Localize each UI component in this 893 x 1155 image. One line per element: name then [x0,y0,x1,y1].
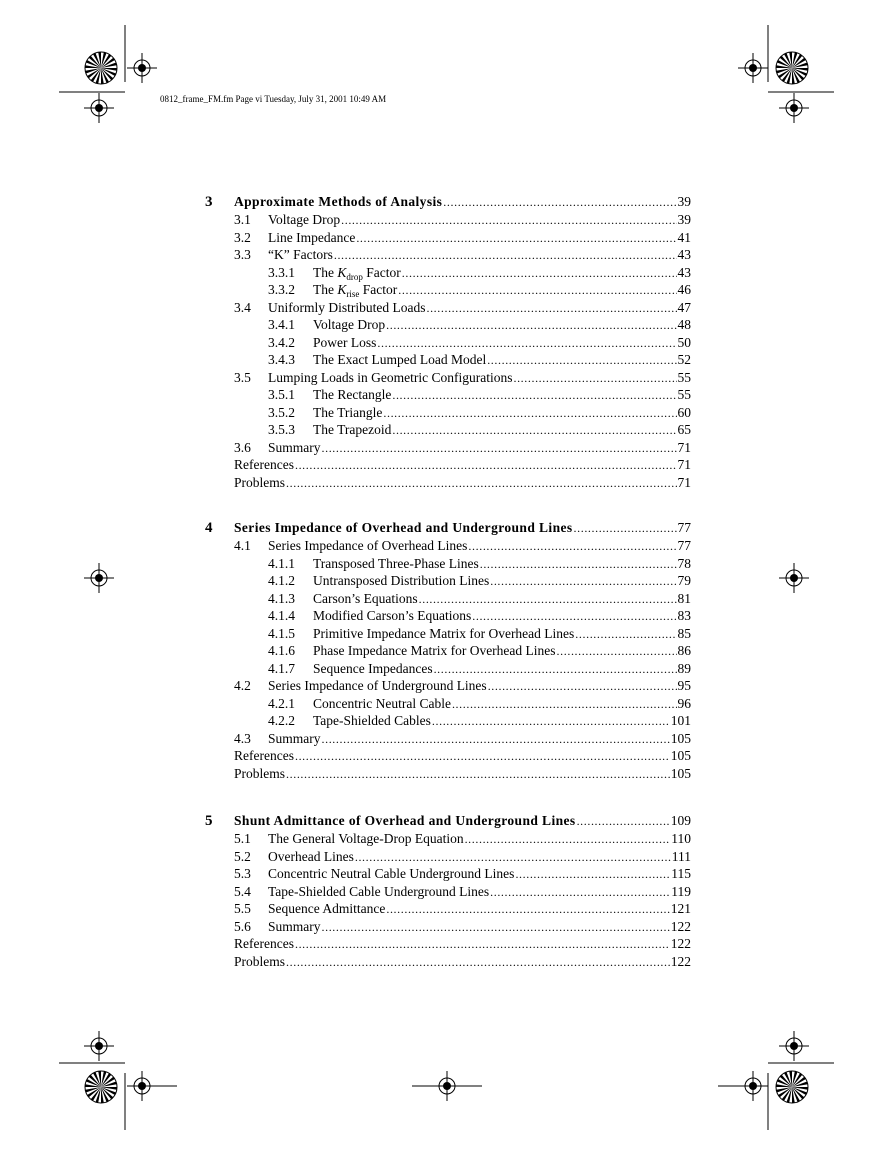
entry-title: Primitive Impedance Matrix for Overhead Lines [313,625,575,641]
entry-title: Overhead Lines [268,848,354,864]
dot-leader [377,336,676,351]
dot-leader [341,213,676,228]
section-number: 3.3 [234,247,251,262]
entry-page: 55 [677,387,691,402]
subsection-number: 4.1.5 [268,625,295,641]
registration-target-bottom-center [412,1071,482,1101]
entry-title: References [234,936,294,951]
registration-target-bottom-left [127,1071,177,1101]
dot-leader [322,441,677,456]
toc-entry [205,643,691,661]
chapter-title: Series Impedance of Overhead and Underground Lines [234,520,573,535]
entry-page: 119 [671,883,691,899]
toc-entry [205,573,691,591]
entry-page: 41 [677,229,691,245]
entry-page: 78 [677,555,691,571]
subsection-number: 3.5.3 [268,422,295,437]
entry-title: Tape-Shielded Cables [313,713,431,728]
toc-entry [205,370,691,388]
entry-title: “K” Factors [268,247,333,262]
toc-entry [205,866,691,884]
dot-leader [465,832,671,847]
subsection-number: 3.5.1 [268,387,295,402]
entry-title: The General Voltage-Drop Equation [268,831,464,846]
toc-entry [205,831,691,849]
dot-leader [419,592,677,607]
toc-entry [205,696,691,714]
entry-page: 122 [670,936,691,951]
registration-target-right-top [779,93,809,123]
entry-title-prefix: The [313,282,338,297]
toc-entry [205,884,691,902]
dot-leader [355,850,671,865]
entry-title: Line Impedance [268,229,356,245]
registration-target-top-left [127,53,157,83]
entry-page: 86 [677,643,691,658]
entry-title: Transposed Three-Phase Lines [313,555,479,571]
entry-page: 77 [677,538,691,553]
subsection-number: 4.1.6 [268,643,295,658]
subsection-number: 4.1.3 [268,590,295,606]
entry-page: 46 [677,282,691,297]
toc-entry [205,230,691,248]
toc-entry [205,475,691,493]
dot-leader [574,521,677,536]
toc-entry [205,317,691,335]
entry-page: 96 [677,695,691,711]
subsection-number: 3.3.2 [268,282,295,297]
starburst-mark-bottom-right [775,1070,809,1104]
chapter-page: 109 [670,813,691,828]
entry-title-subscript: drop [346,271,363,282]
entry-title-variable: K [337,282,347,297]
entry-title-subscript: rise [346,289,360,299]
dot-leader [487,353,676,368]
entry-title: Concentric Neutral Cable Underground Lines [268,866,515,881]
entry-page: 47 [677,299,691,315]
dot-leader [468,539,676,554]
toc-entry [205,422,691,440]
entry-title: Summary [268,918,321,934]
entry-title: Sequence Admittance [268,901,386,916]
entry-page: 121 [670,901,691,916]
entry-title: Sequence Impedances [313,660,433,676]
registration-target-right-middle [779,563,809,593]
toc-entry [205,849,691,867]
toc-entry [205,247,691,265]
dot-leader [480,557,677,572]
entry-title: Untransposed Distribution Lines [313,573,490,588]
dot-leader [398,283,676,298]
entry-title: Carson’s Equations [313,590,418,606]
entry-page: 71 [677,474,691,490]
toc-entry [205,748,691,766]
dot-leader [286,476,676,491]
entry-title: Series Impedance of Underground Lines [268,678,487,693]
section-number: 4.3 [234,730,251,746]
dot-leader [443,195,676,210]
entry-page: 50 [677,334,691,350]
dot-leader [334,248,677,263]
registration-target-top-right [738,53,768,83]
subsection-number: 4.1.2 [268,573,295,588]
entry-page: 71 [677,439,691,455]
toc-entry [205,731,691,749]
chapter-number: 4 [205,520,213,536]
entry-page: 95 [677,678,691,693]
entry-title: Series Impedance of Overhead Lines [268,538,468,553]
dot-leader [295,749,670,764]
dot-leader [426,301,676,316]
starburst-mark-top-left [84,51,118,85]
toc-entry [205,954,691,972]
section-number: 5.2 [234,848,251,864]
entry-page: 111 [671,848,691,864]
entry-page: 71 [677,457,691,472]
dot-leader [515,867,670,882]
registration-target-right-bottom [779,1031,809,1061]
starburst-mark-top-right [775,51,809,85]
subsection-number: 3.5.2 [268,404,295,420]
entry-page: 122 [670,918,691,934]
toc-entry [205,265,691,283]
section-number: 4.1 [234,538,251,553]
chapter-heading [205,194,691,212]
dot-leader [295,458,677,473]
dot-leader [488,679,677,694]
toc-entry [205,282,691,300]
entry-title-prefix: The [313,264,338,280]
entry-page: 43 [677,264,691,280]
toc-entry [205,212,691,230]
subsection-number: 3.3.1 [268,264,295,280]
entry-title: The Rectangle [313,387,392,402]
toc-entry [205,457,691,475]
toc-entry [205,901,691,919]
section-number: 3.2 [234,229,251,245]
entry-page: 110 [671,831,691,846]
section-number: 5.3 [234,866,251,881]
entry-page: 43 [677,247,691,262]
toc-entry [205,678,691,696]
entry-page: 105 [670,765,691,781]
chapter-number: 3 [205,194,213,210]
dot-leader [472,609,676,624]
chapter-number: 5 [205,813,213,829]
chapter-title: Shunt Admittance of Overhead and Underground Lines [234,813,576,828]
subsection-number: 4.2.2 [268,713,295,728]
dot-leader [557,644,677,659]
entry-title [313,265,401,281]
entry-title: The Trapezoid [313,422,392,437]
dot-leader [432,714,670,729]
toc-entry [205,766,691,784]
entry-page: 79 [677,573,691,588]
dot-leader [575,627,676,642]
toc-entry [205,713,691,731]
subsection-number: 4.2.1 [268,695,295,711]
print-slug: 0812_frame_FM.fm Page vi Tuesday, July 31, 2001 10:49 AM [160,94,387,104]
entry-title: Summary [268,730,321,746]
entry-page: 81 [677,590,691,606]
dot-leader [356,231,676,246]
registration-target-left-middle [84,563,114,593]
chapter-page: 77 [677,520,691,535]
dot-leader [322,732,670,747]
entry-page: 52 [677,352,691,367]
entry-title: The Exact Lumped Load Model [313,352,487,367]
entry-page: 89 [677,660,691,676]
section-number: 5.5 [234,901,251,916]
toc-chapter-3 [205,194,691,492]
entry-title: Uniformly Distributed Loads [268,299,426,315]
section-number: 5.4 [234,883,251,899]
registration-target-left-top [84,93,114,123]
section-number: 3.1 [234,212,251,227]
starburst-mark-bottom-left [84,1070,118,1104]
chapter-title: Approximate Methods of Analysis [234,194,443,209]
registration-target-left-bottom [84,1031,114,1061]
toc-entry [205,936,691,954]
toc-chapter-5 [205,813,691,971]
dot-leader [386,318,676,333]
toc-entry [205,591,691,609]
dot-leader [577,814,670,829]
entry-page: 105 [670,748,691,763]
entry-page: 105 [670,730,691,746]
dot-leader [286,767,670,782]
entry-title [313,282,397,298]
entry-title: Tape-Shielded Cable Underground Lines [268,883,490,899]
dot-leader [513,371,676,386]
dot-leader [295,937,670,952]
entry-title-suffix: Factor [362,264,401,280]
section-number: 3.5 [234,369,251,385]
entry-page: 115 [671,866,691,881]
dot-leader [392,388,676,403]
entry-page: 48 [677,317,691,332]
toc-entry [205,300,691,318]
subsection-number: 3.4.2 [268,334,295,350]
entry-title: Problems [234,474,286,490]
dot-leader [392,423,676,438]
entry-title: Voltage Drop [268,212,341,227]
entry-title: Phase Impedance Matrix for Overhead Lines [313,643,556,658]
subsection-number: 4.1.4 [268,608,295,623]
dot-leader [383,406,676,421]
entry-page: 85 [677,625,691,641]
entry-title: Voltage Drop [313,317,386,332]
entry-title: Problems [234,765,286,781]
toc-chapter-4 [205,520,691,783]
chapter-heading [205,813,691,831]
toc-entry [205,352,691,370]
toc-entry [205,538,691,556]
entry-title: Concentric Neutral Cable [313,695,451,711]
entry-title: Modified Carson’s Equations [313,608,472,623]
toc-entry [205,405,691,423]
section-number: 5.6 [234,918,251,934]
toc-entry [205,919,691,937]
entry-title: Problems [234,953,286,969]
chapter-heading [205,520,691,538]
subsection-number: 3.4.1 [268,317,295,332]
dot-leader [490,885,670,900]
section-number: 4.2 [234,678,251,693]
section-number: 3.6 [234,439,251,455]
toc-entry [205,387,691,405]
subsection-number: 4.1.7 [268,660,295,676]
dot-leader [490,574,676,589]
entry-page: 83 [677,608,691,623]
section-number: 3.4 [234,299,251,315]
entry-title: References [234,457,294,472]
entry-title-variable: K [337,264,347,280]
subsection-number: 3.4.3 [268,352,295,367]
entry-page: 60 [677,404,691,420]
dot-leader [402,266,677,281]
subsection-number: 4.1.1 [268,555,295,571]
toc-entry [205,608,691,626]
toc-entry [205,661,691,679]
section-number: 5.1 [234,831,251,846]
entry-page: 122 [670,953,691,969]
entry-title: Power Loss [313,334,377,350]
dot-leader [322,920,670,935]
toc-entry [205,335,691,353]
toc-entry [205,626,691,644]
dot-leader [386,902,669,917]
entry-page: 39 [677,212,691,227]
entry-page: 55 [677,369,691,385]
dot-leader [286,955,670,970]
entry-page: 65 [677,422,691,437]
chapter-page: 39 [677,194,691,209]
entry-title-suffix: Factor [359,282,398,297]
entry-page: 101 [670,713,691,728]
dot-leader [434,662,677,677]
toc-entry [205,556,691,574]
dot-leader [452,697,677,712]
entry-title: The Triangle [313,404,383,420]
entry-title: References [234,748,294,763]
toc-entry [205,440,691,458]
registration-target-bottom-right [718,1071,768,1101]
entry-title: Summary [268,439,321,455]
entry-title: Lumping Loads in Geometric Configurations [268,369,513,385]
